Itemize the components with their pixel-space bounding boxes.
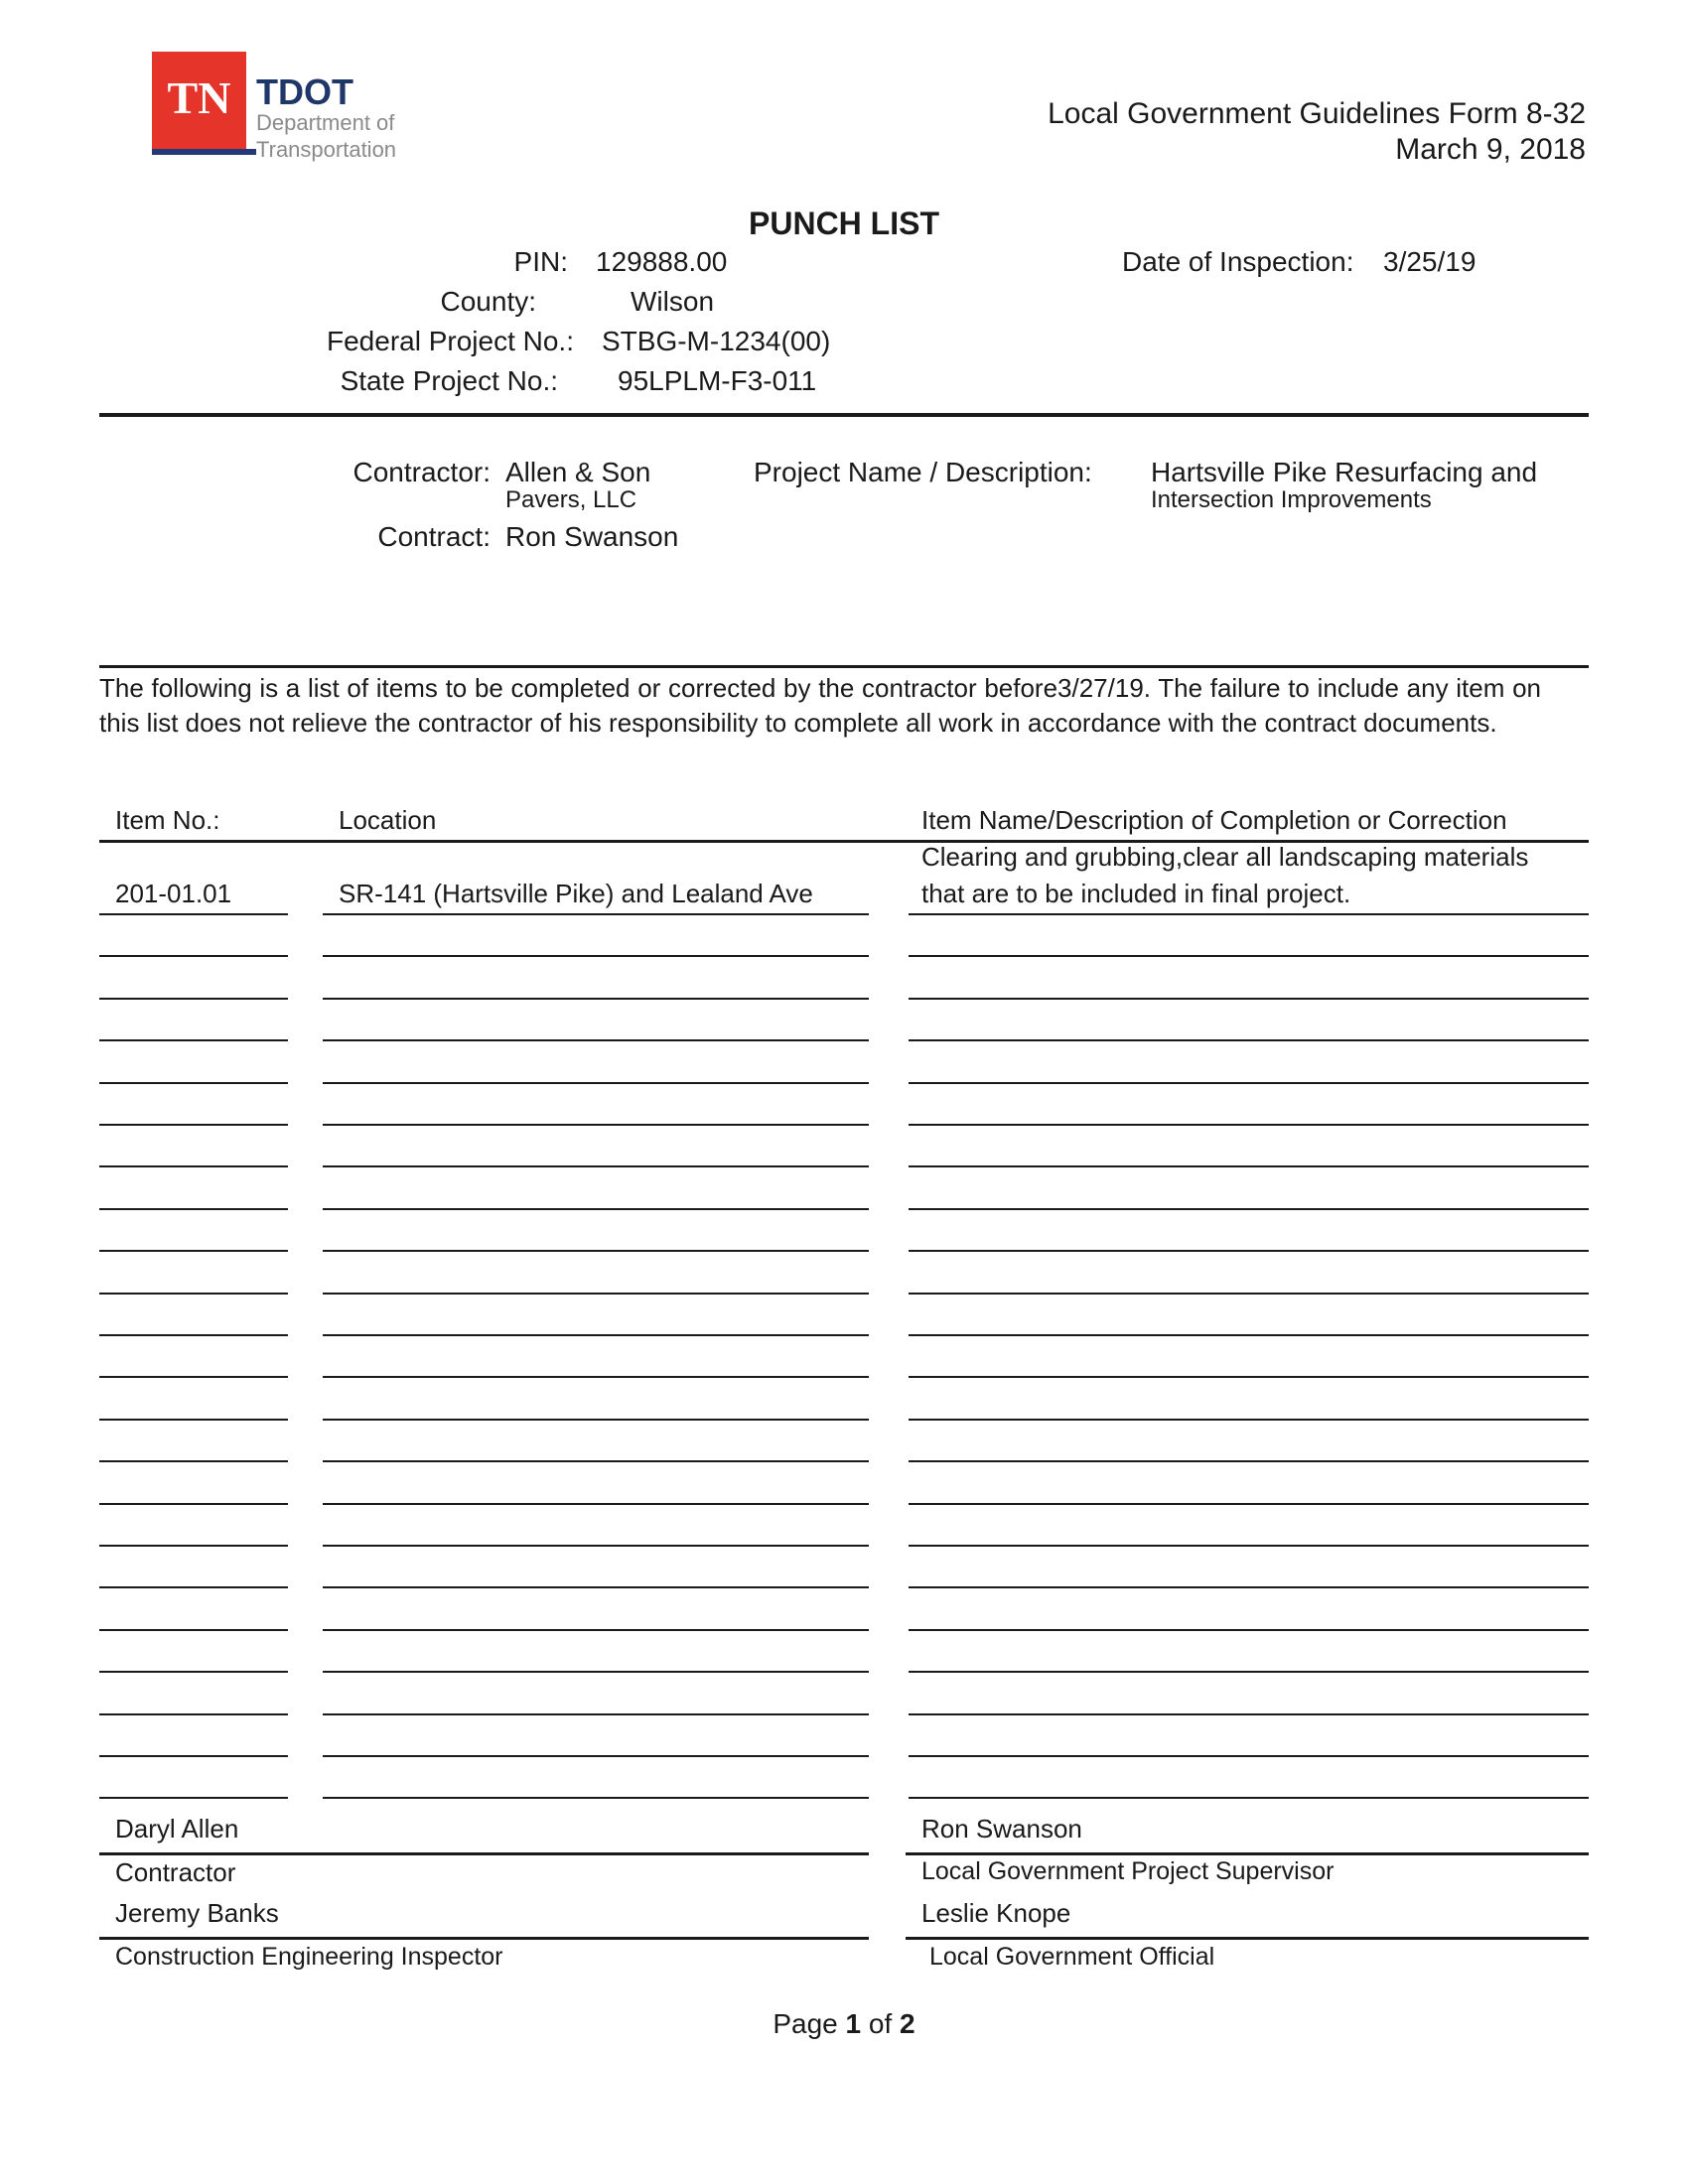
row-underline-col1 xyxy=(99,1671,288,1673)
row-underline-col2 xyxy=(323,1797,869,1799)
row-underline-col2 xyxy=(323,998,869,1000)
row-underline-col1 xyxy=(99,1545,288,1547)
pin-value: 129888.00 xyxy=(596,246,728,277)
intro-divider xyxy=(99,665,1589,668)
row-underline-col3 xyxy=(909,1376,1589,1378)
row-underline-col3 xyxy=(909,955,1589,957)
page-prefix: Page xyxy=(773,2008,838,2039)
row-underline-col2 xyxy=(323,1629,869,1631)
row-underline-col2 xyxy=(323,913,869,915)
row-underline-col2 xyxy=(323,1755,869,1757)
row-underline-col3 xyxy=(909,1082,1589,1084)
row-underline-col2 xyxy=(323,1250,869,1252)
row-underline-col2 xyxy=(323,1124,869,1126)
supervisor-signer-name: Ron Swanson xyxy=(921,1814,1082,1843)
row-location: SR-141 (Hartsville Pike) and Lealand Ave xyxy=(339,879,813,908)
inspection-date: 3/25/19 xyxy=(1383,246,1477,277)
supervisor-signature-line xyxy=(906,1852,1589,1855)
logo-underline xyxy=(152,149,246,155)
header-divider xyxy=(99,413,1589,417)
row-underline-col3 xyxy=(909,1250,1589,1252)
row-description-line1: Clearing and grubbing,clear all landscaping materials xyxy=(921,842,1529,872)
page-title: PUNCH LIST xyxy=(749,205,939,241)
row-underline-col1 xyxy=(99,1039,288,1041)
row-underline-col2 xyxy=(323,1545,869,1547)
row-underline-col2 xyxy=(323,1376,869,1378)
row-underline-col1 xyxy=(99,1797,288,1799)
row-item-no: 201-01.01 xyxy=(115,879,232,908)
row-underline-col3 xyxy=(909,1503,1589,1505)
row-underline-col2 xyxy=(323,1334,869,1336)
row-underline-col2 xyxy=(323,955,869,957)
row-underline-col1 xyxy=(99,1419,288,1421)
row-underline-col3 xyxy=(909,1419,1589,1421)
row-underline-col1 xyxy=(99,1334,288,1336)
header-location: Location xyxy=(339,805,437,835)
inspection-label: Date of Inspection: xyxy=(1122,246,1354,277)
row-underline-col3 xyxy=(909,1755,1589,1757)
form-name: Local Government Guidelines Form 8-32 xyxy=(1048,97,1586,130)
row-underline-col2 xyxy=(323,1208,869,1210)
row-underline-col3 xyxy=(909,1586,1589,1588)
contractor-label: Contractor: xyxy=(352,457,491,487)
logo-agency: TDOT xyxy=(256,71,353,112)
row-underline-col2 xyxy=(323,1082,869,1084)
contract-label: Contract: xyxy=(377,521,491,552)
row-underline-col1 xyxy=(99,1293,288,1295)
logo-underline-tail xyxy=(246,149,256,155)
row-underline-col1 xyxy=(99,913,288,915)
header-item-no: Item No.: xyxy=(115,805,220,835)
official-role: Local Government Official xyxy=(929,1943,1215,1971)
county-label: County: xyxy=(440,286,536,317)
project-name-line2: Intersection Improvements xyxy=(1151,486,1432,513)
county-value: Wilson xyxy=(631,286,715,317)
row-underline-col1 xyxy=(99,955,288,957)
contractor-name-line1: Allen & Son xyxy=(505,457,651,487)
row-underline-col3 xyxy=(909,1671,1589,1673)
row-underline-col2 xyxy=(323,1713,869,1715)
row-underline-col3 xyxy=(909,1293,1589,1295)
state-project-value: 95LPLM-F3-011 xyxy=(618,365,817,396)
row-underline-col1 xyxy=(99,1208,288,1210)
row-underline-col3 xyxy=(909,1208,1589,1210)
row-underline-col1 xyxy=(99,1082,288,1084)
row-underline-col3 xyxy=(909,1334,1589,1336)
official-signer-name: Leslie Knope xyxy=(921,1898,1071,1928)
row-underline-col3 xyxy=(909,1629,1589,1631)
row-underline-col1 xyxy=(99,1503,288,1505)
project-name-label: Project Name / Description: xyxy=(754,457,1092,487)
row-underline-col2 xyxy=(323,1586,869,1588)
page-of: of xyxy=(868,2008,893,2039)
row-underline-col2 xyxy=(323,1419,869,1421)
row-underline-col1 xyxy=(99,1165,288,1167)
row-underline-col2 xyxy=(323,1503,869,1505)
contractor-signature-line xyxy=(99,1852,869,1855)
federal-project-label: Federal Project No.: xyxy=(327,326,574,356)
row-underline-col2 xyxy=(323,1165,869,1167)
page-total: 2 xyxy=(900,2008,915,2039)
pin-label: PIN: xyxy=(513,246,568,277)
contractor-role: Contractor xyxy=(115,1857,236,1887)
inspector-signer-name: Jeremy Banks xyxy=(115,1898,279,1928)
contractor-name-line2: Pavers, LLC xyxy=(505,486,637,513)
row-underline-col1 xyxy=(99,1755,288,1757)
page-current: 1 xyxy=(845,2008,862,2039)
row-underline-col3 xyxy=(909,1124,1589,1126)
row-underline-col3 xyxy=(909,1545,1589,1547)
row-underline-col1 xyxy=(99,1586,288,1588)
form-date: March 9, 2018 xyxy=(1395,133,1586,166)
federal-project-value: STBG-M-1234(00) xyxy=(602,326,831,356)
row-underline-col2 xyxy=(323,1293,869,1295)
row-underline-col3 xyxy=(909,1039,1589,1041)
row-underline-col1 xyxy=(99,1460,288,1462)
inspector-role: Construction Engineering Inspector xyxy=(115,1943,503,1971)
row-underline-col1 xyxy=(99,1124,288,1126)
row-underline-col3 xyxy=(909,1460,1589,1462)
row-underline-col1 xyxy=(99,1250,288,1252)
row-underline-col3 xyxy=(909,1713,1589,1715)
project-name-line1: Hartsville Pike Resurfacing and xyxy=(1151,457,1538,487)
row-underline-col2 xyxy=(323,1039,869,1041)
row-underline-col3 xyxy=(909,1797,1589,1799)
contract-value: Ron Swanson xyxy=(505,521,679,552)
row-underline-col2 xyxy=(323,1671,869,1673)
logo-dept-line: Department of xyxy=(256,110,395,135)
row-underline-col1 xyxy=(99,998,288,1000)
page-number xyxy=(0,2010,1688,2038)
row-underline-col3 xyxy=(909,998,1589,1000)
row-underline-col2 xyxy=(323,1460,869,1462)
logo-state: TN xyxy=(167,72,231,123)
contractor-signer-name: Daryl Allen xyxy=(115,1814,239,1843)
logo-transport-line: Transportation xyxy=(256,137,397,162)
inspector-signature-line xyxy=(99,1937,869,1940)
row-underline-col1 xyxy=(99,1629,288,1631)
state-project-label: State Project No.: xyxy=(340,365,558,396)
intro-paragraph: The following is a list of items to be completed or corrected by the contractor before3/27/19. The failure to include any item on this list does not relieve the contractor of his responsibility to complete all work in accordance with the contract documents. xyxy=(99,673,1541,738)
row-underline-col3 xyxy=(909,913,1589,915)
supervisor-role: Local Government Project Supervisor xyxy=(921,1857,1335,1885)
official-signature-line xyxy=(906,1937,1589,1940)
row-underline-col1 xyxy=(99,1713,288,1715)
row-underline-col3 xyxy=(909,1165,1589,1167)
header-description: Item Name/Description of Completion or Correction xyxy=(921,805,1507,835)
tn-logo-block xyxy=(152,52,246,149)
row-description-line2: that are to be included in final project. xyxy=(921,879,1351,908)
row-underline-col1 xyxy=(99,1376,288,1378)
